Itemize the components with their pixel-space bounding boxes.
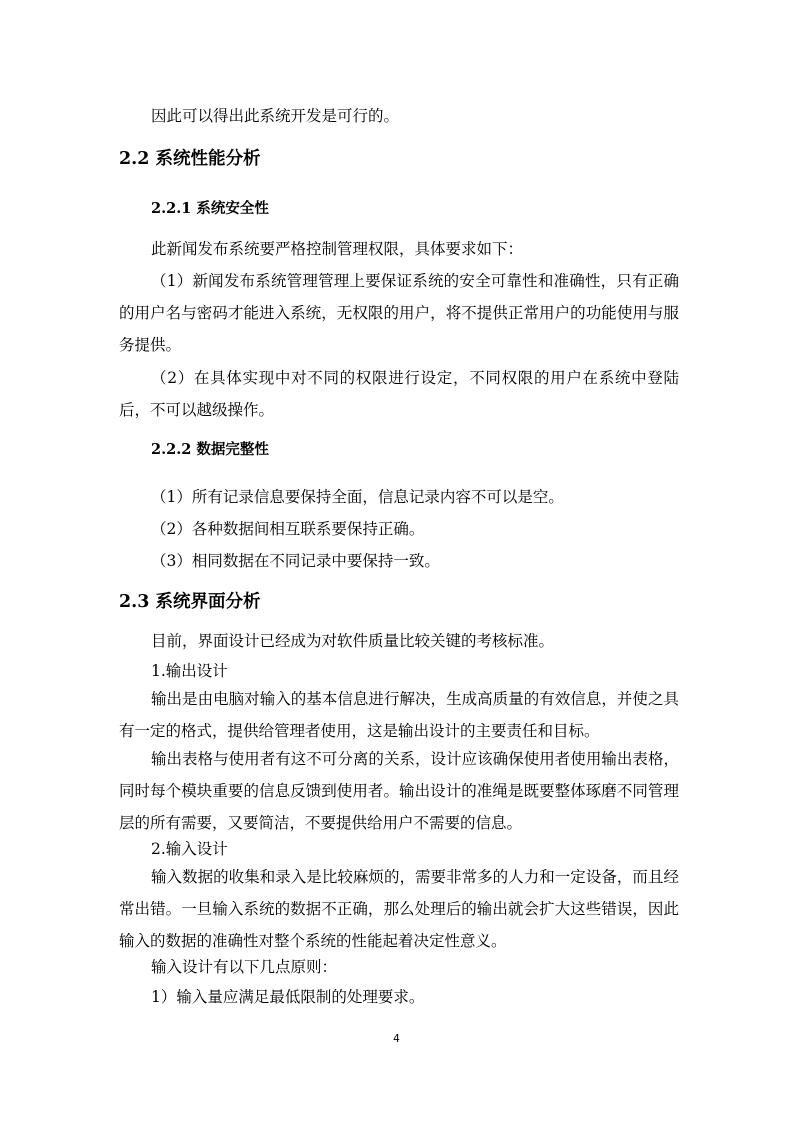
heading-2-2-2: 2.2.2 数据完整性 <box>151 441 269 458</box>
paragraph-output-1: 输出是由电脑对输入的基本信息进行解决，生成高质量的有效信息，并使之具有一定的格式，提供给管理者使用，这是输出设计的主要责任和目标。 <box>119 690 679 740</box>
paragraph-interface-intro: 目前，界面设计已经成为对软件质量比较关键的考核标准。 <box>151 632 555 650</box>
paragraph-integrity-1: （1）所有记录信息要保持全面，信息记录内容不可以是空。 <box>151 488 564 506</box>
page-number: 4 <box>393 1033 400 1045</box>
paragraph-integrity-2: （2）各种数据间相互联系要保持正确。 <box>151 520 425 538</box>
paragraph-input-1: 输入数据的收集和录入是比较麻烦的，需要非常多的人力和一定设备，而且经常出错。一旦输入系统的数据不正确，那么处理后的输出就会扩大这些错误，因此输入的数据的准确性对整个系统的性能起着决定性意义。 <box>119 868 679 950</box>
paragraph-conclusion: 因此可以得出此系统开发是可行的。 <box>151 107 400 125</box>
paragraph-input-principles: 输入设计有以下几点原则： <box>151 958 338 976</box>
paragraph-security-2: （2）在具体实现中对不同的权限进行设定，不同权限的用户在系统中登陆后，不可以越级操作。 <box>119 369 679 419</box>
paragraph-input-principle-1: 1）输入量应满足最低限制的处理要求。 <box>151 988 425 1006</box>
paragraph-output-2: 输出表格与使用者有这不可分离的关系，设计应该确保使用者使用输出表格，同时每个模块重要的信息反馈到使用者。输出设计的准绳是既要整体琢磨不同管理层的所有需要，又要简洁，不要提供给用户不需要的信息。 <box>119 750 679 832</box>
paragraph-integrity-3: （3）相同数据在不同记录中要保持一致。 <box>151 552 440 570</box>
heading-2-2: 2.2 系统性能分析 <box>119 149 261 169</box>
heading-2-2-1: 2.2.1 系统安全性 <box>151 200 269 217</box>
paragraph-output-title: 1.输出设计 <box>151 662 228 680</box>
paragraph-security-intro: 此新闻发布系统要严格控制管理权限，具体要求如下： <box>151 240 524 258</box>
paragraph-input-title: 2.输入设计 <box>151 840 228 858</box>
heading-2-3: 2.3 系统界面分析 <box>119 592 261 612</box>
paragraph-security-1: （1）新闻发布系统管理管理上要保证系统的安全可靠性和准确性，只有正确的用户名与密码才能进入系统，无权限的用户，将不提供正常用户的功能使用与服务提供。 <box>119 272 679 354</box>
